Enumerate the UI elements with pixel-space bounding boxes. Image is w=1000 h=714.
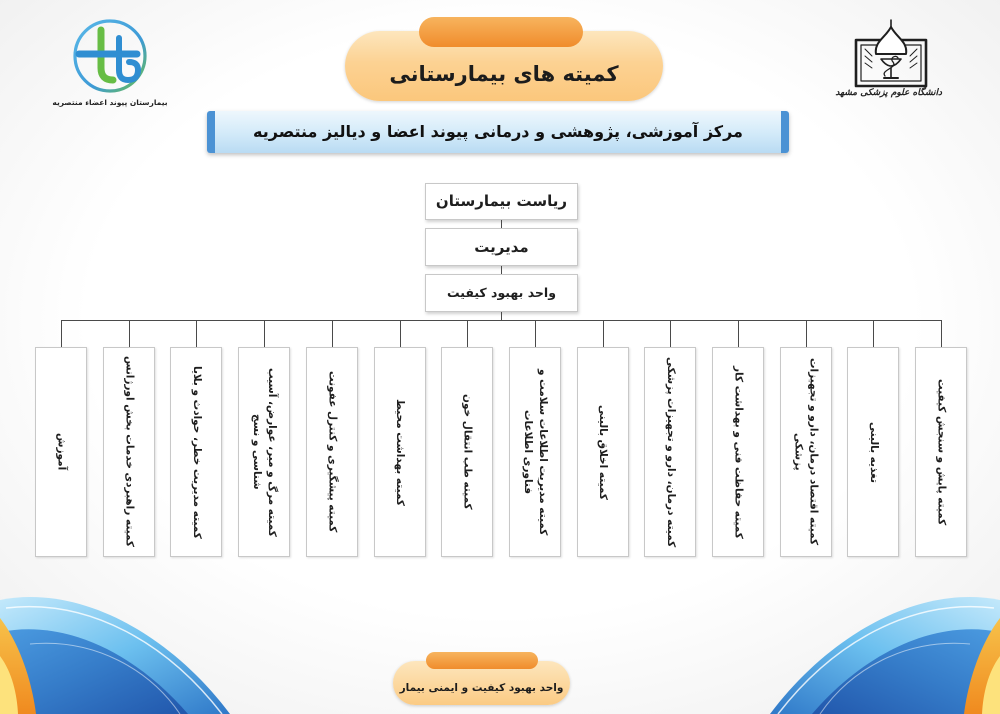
committee-label: کمیته مدیریت اطلاعات سلامت و فناوری اطلاعات xyxy=(521,368,549,536)
committee-row xyxy=(35,347,967,557)
connector-line xyxy=(501,266,502,274)
committee-box xyxy=(644,347,696,557)
connector-stub xyxy=(264,320,265,347)
committee-box xyxy=(847,347,899,557)
connector-stub xyxy=(400,320,401,347)
footer-tab-decoration xyxy=(426,652,538,669)
page-title: کمیته های بیمارستانی xyxy=(389,62,619,86)
hospital-logo-icon xyxy=(67,16,153,96)
university-logo-caption: دانشگاه علوم پزشکی مشهد xyxy=(835,88,942,98)
committee-box xyxy=(712,347,764,557)
committee-label: کمیته اخلاق بالینی xyxy=(597,404,610,500)
committee-label: کمیته پیشگیری و کنترل عفونت xyxy=(326,371,339,533)
decorative-wave-left xyxy=(0,574,230,714)
committee-label: کمیته بهداشت محیط xyxy=(394,398,406,506)
committee-label: کمیته طب انتقال خون xyxy=(461,394,474,510)
connector-stub xyxy=(196,320,197,347)
committee-label: کمیته حفاظت فنی و بهداشت کار xyxy=(732,365,745,539)
committee-box xyxy=(170,347,222,557)
hospital-head-box: ریاست بیمارستان xyxy=(425,183,578,220)
connector-stub xyxy=(873,320,874,347)
connector-stub xyxy=(670,320,671,347)
committee-box xyxy=(509,347,561,557)
connector-stub xyxy=(467,320,468,347)
connector-stub xyxy=(806,320,807,347)
committee-label: کمیته اقتصاد درمان، دارو و تجهیزات پزشکی xyxy=(792,358,820,546)
committee-label: کمیته راهبردی خدمات بخش اورژانس xyxy=(123,356,136,548)
committee-box xyxy=(103,347,155,557)
committee-label: کمیته مدیریت خطر، حوادث و بلایا xyxy=(190,365,203,539)
hospital-logo-caption: بیمارستان پیوند اعضاء منتصریه xyxy=(52,98,168,107)
page-subtitle: مرکز آموزشی، پژوهشی و درمانی پیوند اعضا و دیالیز منتصریه xyxy=(253,122,743,141)
connector-stub xyxy=(603,320,604,347)
connector-line xyxy=(501,312,502,320)
committee-label: آموزش xyxy=(55,433,68,471)
committee-bus-line xyxy=(61,320,942,321)
committee-label: کمیته درمان، دارو و تجهیزات پزشکی xyxy=(664,356,677,548)
connector-stub xyxy=(535,320,536,347)
management-box: مدیریت xyxy=(425,228,578,266)
university-seal-icon xyxy=(852,18,930,88)
connector-stub xyxy=(738,320,739,347)
title-tab-decoration xyxy=(419,17,583,47)
committee-box xyxy=(238,347,290,557)
committee-box xyxy=(780,347,832,557)
footer-pill xyxy=(393,661,570,705)
committee-label: کمیته مرگ و میر، عوارض، آسیب شناسی و نسج xyxy=(251,367,279,537)
connector-line xyxy=(501,220,502,228)
committee-box xyxy=(577,347,629,557)
decorative-wave-right xyxy=(770,574,1000,714)
committee-box xyxy=(374,347,426,557)
connector-stub xyxy=(941,320,942,347)
page-title-pill xyxy=(345,31,663,101)
committee-box xyxy=(306,347,358,557)
committee-box xyxy=(441,347,493,557)
connector-stub xyxy=(332,320,333,347)
subtitle-banner xyxy=(207,111,789,153)
committee-label: تغذیه بالینی xyxy=(867,421,880,483)
footer-label: واحد بهبود کیفیت و ایمنی بیمار xyxy=(399,682,564,694)
connector-stub xyxy=(61,320,62,347)
committee-box xyxy=(35,347,87,557)
committee-label: کمیته پایش و سنجش کیفیت xyxy=(935,378,948,526)
connector-stub xyxy=(129,320,130,347)
committee-box xyxy=(915,347,967,557)
quality-improvement-box: واحد بهبود کیفیت xyxy=(425,274,578,312)
